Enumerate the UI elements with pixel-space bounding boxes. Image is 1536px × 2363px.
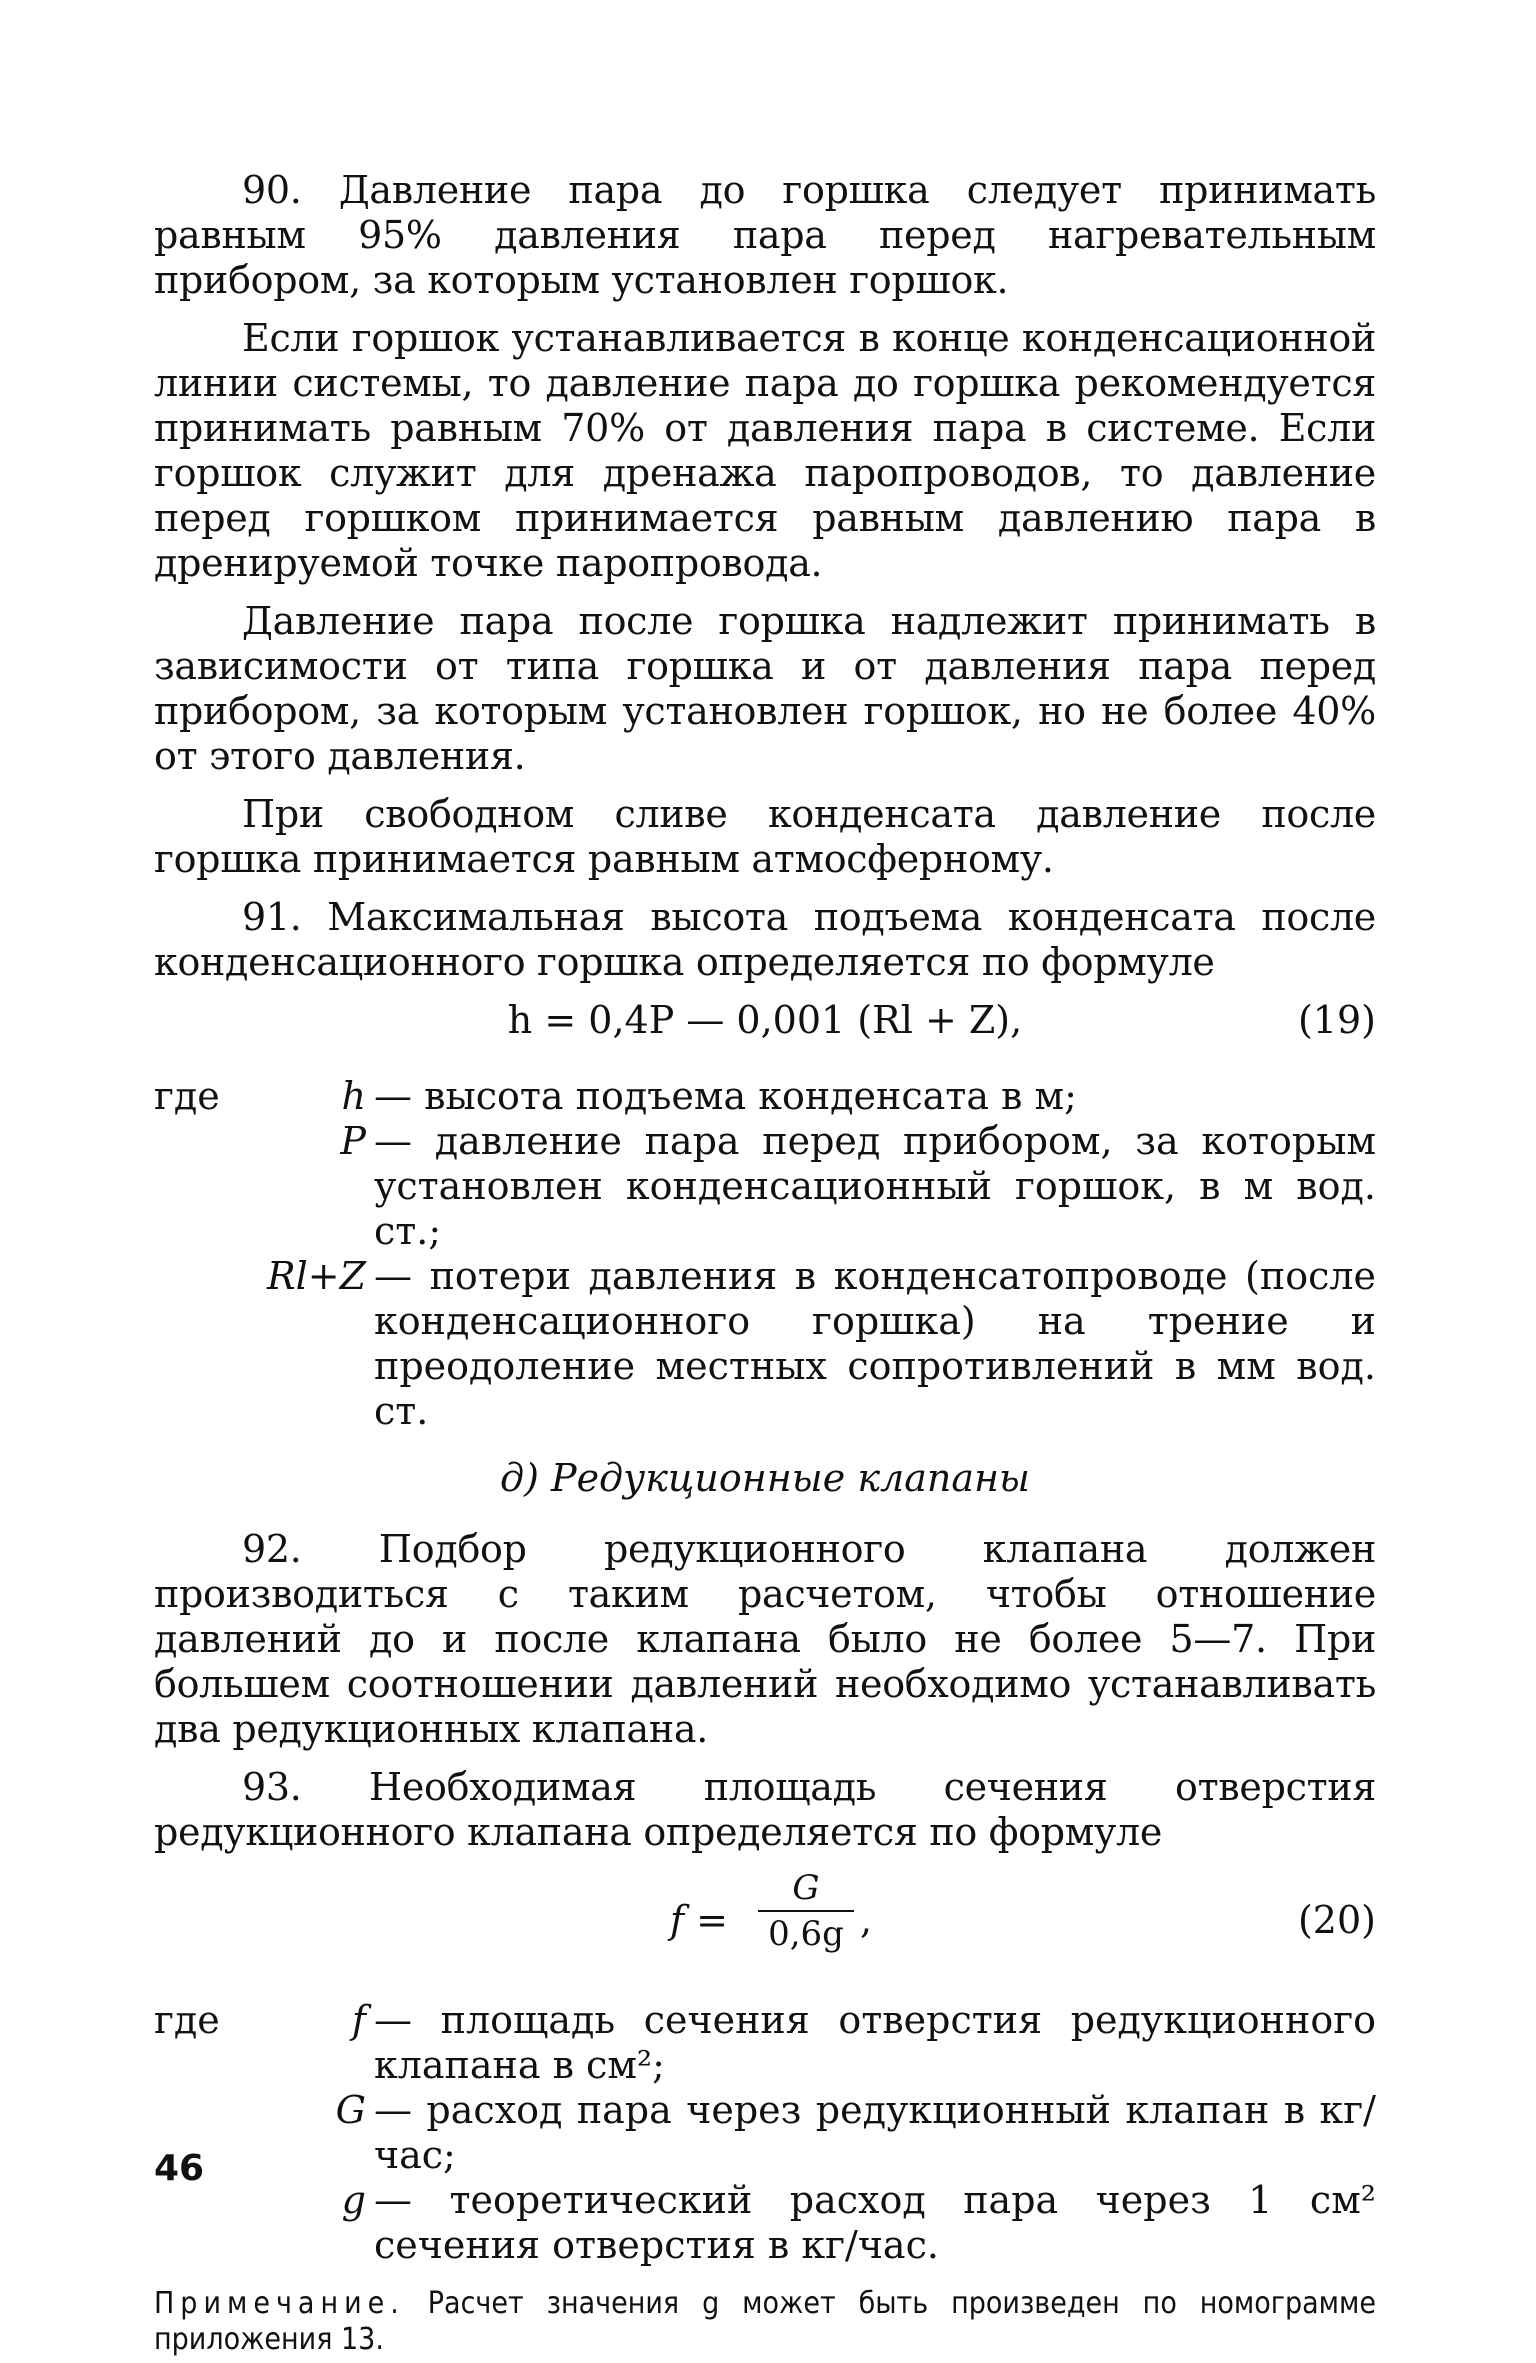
- where-symbol: f: [351, 1998, 366, 2042]
- paragraph-92: 92. Подбор редукционного клапана должен производиться с таким расчетом, чтобы отношение давлений до и после клапана было не более 5—7. При большем соотношении давлений необходимо устанавливать два редукционных клапана.: [154, 1527, 1376, 1751]
- section-heading: д) Редукционные клапаны: [500, 1456, 1030, 1500]
- paragraph-91: 91. Максимальная высота подъема конденсата после конденсационного горшка определяется по формуле: [154, 895, 1376, 984]
- formula-19-number: (19): [1297, 998, 1376, 1042]
- page-body: [154, 168, 1376, 2358]
- where-definition: — расход пара через редукционный клапан в кг/час;: [374, 2088, 1376, 2177]
- formula-20-comma: ,: [860, 1898, 873, 1942]
- paragraph-90-free-drain: При свободном сливе конденсата давление после горшка принимается равным атмосферному.: [154, 792, 1376, 881]
- where-symbol: Rl+Z: [266, 1254, 366, 1298]
- where-definition: — высота подъема конденсата в м;: [374, 1074, 1077, 1118]
- formula-19: [154, 998, 1376, 1060]
- where-definition: — площадь сечения отверстия редукционного клапана в см²;: [374, 1998, 1376, 2087]
- page-number: 46: [154, 2148, 205, 2189]
- paragraph-90-after-trap: Давление пара после горшка надлежит принимать в зависимости от типа горшка и от давления пара перед прибором, за которым установлен горшок, но не более 40% от этого давления.: [154, 599, 1376, 778]
- paragraph-93: 93. Необходимая площадь сечения отверстия редукционного клапана определяется по формуле: [154, 1765, 1376, 1854]
- where-list-20: [154, 1998, 1376, 2268]
- formula-20: [154, 1868, 1376, 1978]
- note-text: Расчет значения g может быть произведен по номограмме приложения 13.: [154, 2286, 1376, 2357]
- footnote: [154, 2286, 1376, 2358]
- where-definition: — потери давления в конденсатопроводе (после конденсационного горшка) на трение и преодоление местных сопротивлений в мм вод. ст.: [374, 1254, 1376, 1433]
- where-symbol: G: [335, 2088, 366, 2132]
- where-definition: — теоретический расход пара через 1 см² сечения отверстия в кг/час.: [374, 2178, 1376, 2267]
- formula-20-denominator: 0,6g: [768, 1914, 844, 1954]
- where-label: где: [154, 1074, 220, 1118]
- formula-20-lhs: f =: [670, 1898, 728, 1942]
- paragraph-90: 90. Давление пара до горшка следует принимать равным 95% давления пара перед нагревательным прибором, за которым установлен горшок.: [154, 168, 1376, 302]
- where-label: где: [154, 1998, 220, 2042]
- where-symbol: P: [340, 1119, 366, 1163]
- where-list-19: [154, 1074, 1376, 1434]
- where-definition: — давление пара перед прибором, за которым установлен конденсационный горшок, в м вод. ст.;: [374, 1119, 1376, 1253]
- where-symbol: h: [341, 1074, 366, 1118]
- note-label: Примечание.: [154, 2286, 405, 2321]
- where-symbol: g: [341, 2178, 366, 2222]
- formula-20-numerator: G: [758, 1868, 854, 1912]
- paragraph-90-condensate-line: Если горшок устанавливается в конце конденсационной линии системы, то давление пара до горшка рекомендуется принимать равным 70% от давления пара в системе. Если горшок служит для дренажа паропроводов, то давление перед горшком принимается равным давлению пара в дренируемой точке паропровода.: [154, 316, 1376, 585]
- formula-20-number: (20): [1297, 1898, 1376, 1942]
- formula-20-fraction: [758, 1868, 854, 1956]
- formula-19-expression: h = 0,4P — 0,001 (Rl + Z),: [507, 998, 1023, 1042]
